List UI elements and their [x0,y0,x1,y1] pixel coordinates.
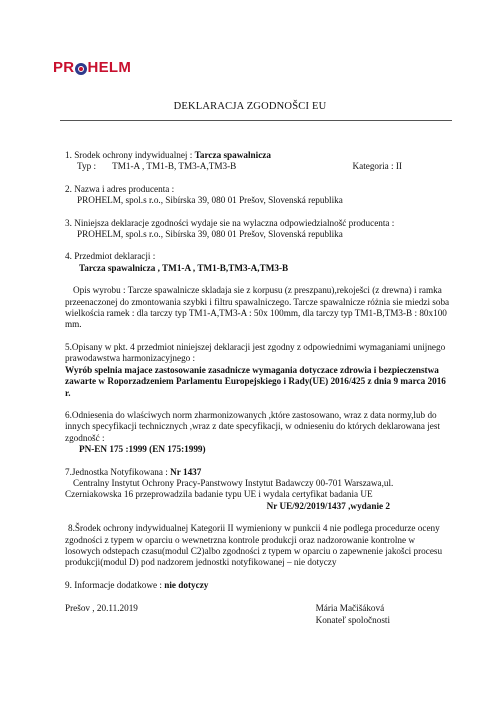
section-6-standard: PN-EN 175 :1999 (EN 175:1999) [79,444,206,455]
signature-block [65,603,450,626]
declaration-body [65,150,450,626]
section-1 [65,150,450,173]
category: Kategoria : II [352,161,402,172]
section-9-label: 9. Informacje dodatkowe : [65,579,165,590]
section-8-text: 8.Šrodek ochrony indywidualnej Kategorii II wymieniony w punkcii 4 nie podlega procedurze oceny zgodności z typem w oparciu o wewnetrzna kontrole produkcji oraz nadzorowanie kontrolne w losowych odstepach czasu(modul C2)albo zgodności z typem w oparciu o zapewnenie jakošci procesu produkcji(modul D) pod nadzorem jednostki notyfikowanej – nie dotyczy [65,523,443,568]
section-4-value: Tarcza spawalnicza , TM1-A , TM1-B,TM3-A,TM3-B [79,262,289,273]
section-4 [65,251,450,274]
section-1-label: 1. Srodek ochrony indywidualnej : [65,150,195,160]
logo-text-part1: PR [53,59,75,76]
section-2-label: 2. Nazwa i adres producenta : [65,183,175,194]
section-4-label: 4. Przedmiot deklaracji : [65,251,156,262]
logo-text-part2: HELM [87,59,132,76]
section-5-requirements: Wyrób spelnia majace zastosowanie zasadnicze wymagania dotyczace zdrowia i bezpieczenstwa zawarte w Roporzadzeniem Parlamentu Europejskiego i Rady(UE) 2016/425 z dnia 9 marca 2016 r. [65,364,446,398]
signatory-name: Mária Mačišáková [315,603,385,614]
section-7-label: 7.Jednostka Notyfikowana : [65,466,171,477]
section-8 [65,523,450,569]
place-date: Prešov , 20.11.2019 [65,603,138,614]
document-title: DEKLARACJA ZGODNOŠCI EU [173,101,327,112]
section-6 [65,410,450,456]
section-9-value: nie dotyczy [164,579,209,590]
section-1-type-row [65,161,450,172]
description-text: Opis wyrobu : Tarcze spawalnicze skladaja sie z korpusu (z preszpanu),rekoješci (z drewna) i ramka przeenaczonej do zmontowania szybki i filtru spawalniczego. Tarcze spawalnicze różnia sie miedzi soba wielkościa ramek : dla tarczy typ TM1-A,TM3-A : 50x 100mm, dla tarczy typ TM1-B,TM3-B : 80x100 mm. [65,285,450,330]
logo-ring-icon [75,63,87,75]
certificate-number: Nr UE/92/2019/1437 ,wydanie 2 [266,500,390,511]
section-7 [65,467,450,513]
notified-body-number: Nr 1437 [170,466,202,477]
signatory-role: Konateľ spoločnosti [315,614,390,625]
section-3 [65,218,450,241]
product-description [65,285,450,331]
section-5-text: 5.Opisany w pkt. 4 przedmiot niniejszej deklaracji jest zgodny z odpowiednimi wymaganiami unijnego prawodawstwa harmonizacyjnego : [65,341,446,364]
section-2 [65,184,450,207]
section-3-value: PROHELM, spol.s r.o., Sibírska 39, 080 01 Prešov, Slovenská republika [77,229,343,240]
prohelm-logo [53,59,131,76]
section-1-product: Tarcza spawalnicza [194,150,271,160]
section-9 [65,580,450,591]
section-5 [65,342,450,399]
type-label: Typ : [77,161,97,172]
section-2-value: PROHELM, spol.s r.o., Sibírska 39, 080 01 Prešov, Slovenská republika [77,195,343,206]
title-divider [60,120,452,121]
section-3-label: 3. Niniejsza deklaracje zgodności wydaje sie na wylaczna odpowiedzialnošć producenta : [65,217,395,228]
type-value: TM1-A , TM1-B, TM3-A,TM3-B [112,161,237,172]
section-6-text: 6.Odniesenia do wlaściwych norm zharmonizowanych ,które zastosowano, wraz z data normy,lub do innych specyfikacji technicznych ,wraz z date specyfikacji, w odnieseniu do których deklarowana jest zgodnošć : [65,409,441,443]
section-7-text: Centralny Instytut Ochrony Pracy-Panstwowy Instytut Badawczy 00-701 Warszawa,ul. Czerniakowska 16 przeprowadzila badanie typu UE i wydala certyfikat badania UE [65,477,394,500]
